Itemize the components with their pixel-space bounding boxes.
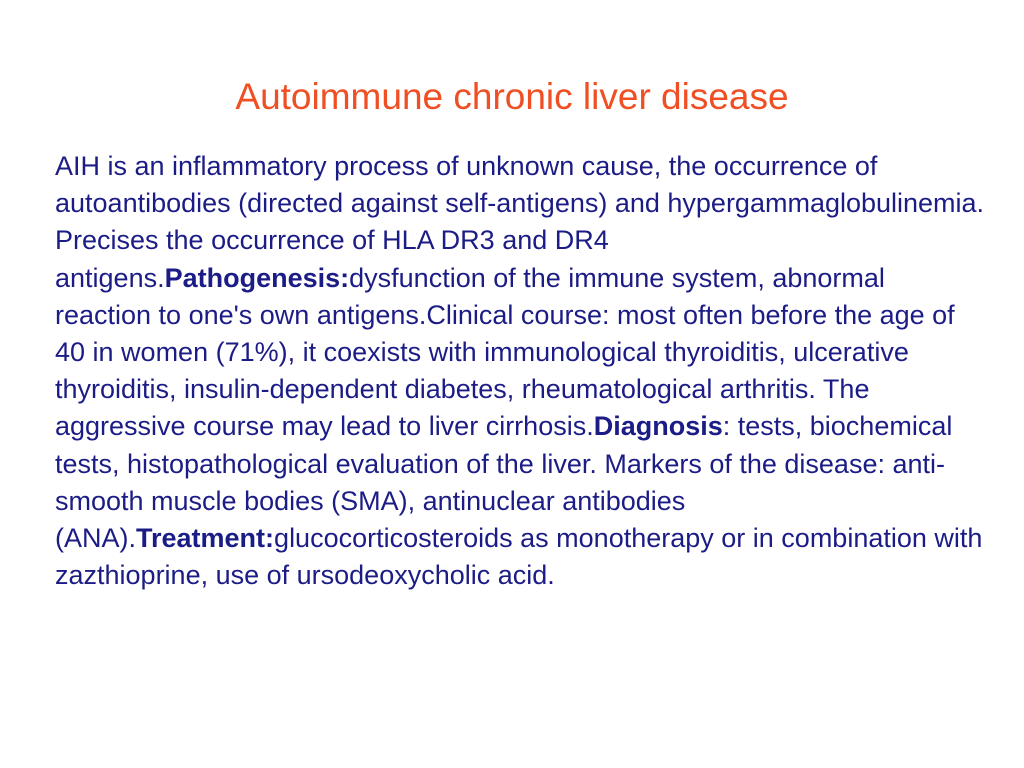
- body-text-diagnosis: : tests, biochemical tests, histopathological evaluation of the liver. Markers of the disease: anti-smooth muscle bodies (SMA), antinuclear antibodies (ANA).: [55, 411, 953, 554]
- label-diagnosis: Diagnosis: [593, 411, 723, 442]
- body-text-pathogenesis: dysfunction of the immune system, abnormal reaction to one's own antigens.Clinical course: most often before the age of 40 in women (71%), it coexists with immunological thyroiditis, ulcerative thyroiditis, insulin-dependent diabetes, rheumatological arthritis. The aggressive course may lead to liver cirrhosis.: [55, 262, 955, 442]
- slide-title: Autoimmune chronic liver disease: [235, 76, 789, 117]
- body-text-treatment: glucocorticosteroids as monotherapy or in combination with zazthioprine, use of ursodeoxycholic acid.: [55, 523, 983, 591]
- body-text-intro: AIH is an inflammatory process of unknown cause, the occurrence of autoantibodies (directed against self-antigens) and hypergammaglobulinemia. Precises the occurrence of HLA DR3 and DR4 antigens.: [55, 151, 985, 293]
- label-treatment: Treatment:: [136, 523, 275, 554]
- label-pathogenesis: Pathogenesis:: [164, 262, 350, 293]
- slide-body-paragraph: [55, 148, 985, 594]
